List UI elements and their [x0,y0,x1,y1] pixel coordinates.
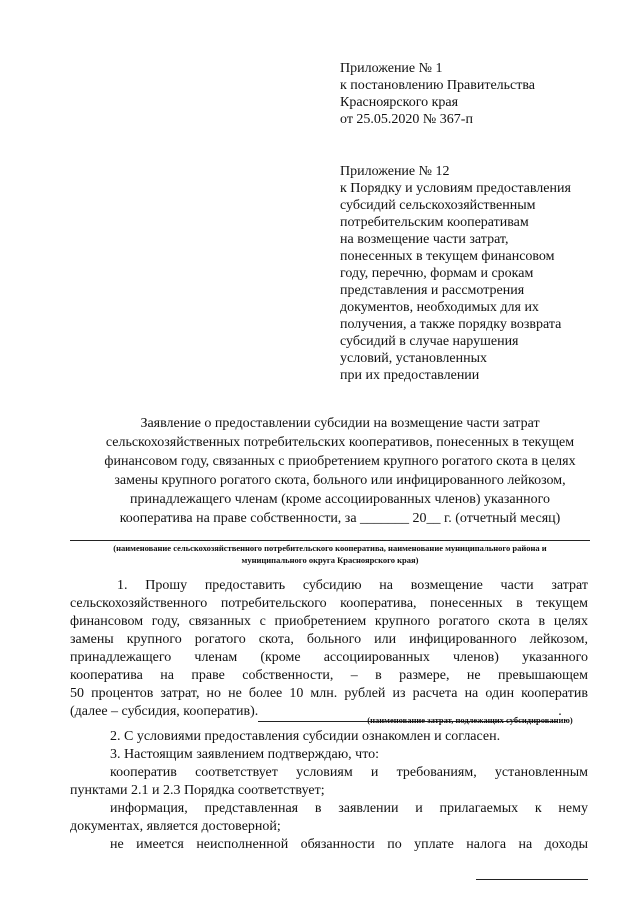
title-line: принадлежащего членам (кроме ассоциированных членов) указанного [130,492,550,507]
appendix-1-header [340,60,535,128]
paragraph-1 [70,577,588,722]
title-line: замены крупного рогатого скота, больного или инфицированного лейкозом, [114,473,566,488]
appendix-12-line: к Порядку и условиям предоставления [340,181,571,196]
appendix-1-line: к постановлению Правительства [340,78,536,93]
appendix-12-line: при их предоставлении [340,368,480,383]
appendix-1-line: Приложение № 1 [340,61,443,76]
title-line: Заявление о предоставлении субсидии на возмещение части затрат [140,416,540,431]
paragraph-1-end: . [558,704,562,719]
caption-line: муниципального округа Красноярского края) [241,555,419,565]
appendix-12-header [340,163,571,384]
appendix-12-line: субсидий в случае нарушения [340,334,519,349]
appendix-1-line: Красноярского края [340,95,459,110]
paragraph-3-item-1-line: кооператив соответствует условиям и требованиям, установленным [110,765,588,780]
paragraph-3-intro: 3. Настоящим заявлением подтверждаю, что: [110,747,380,762]
appendix-12-line: понесенных в текущем финансовом [340,249,555,264]
paragraph-1-line: финансовом году, связанных с приобретением крупного рогатого скота в целях [70,614,588,629]
appendix-12-line: представления и рассмотрения [340,283,525,298]
appendix-12-line: условий, установленных [340,351,488,366]
paragraphs-2-3 [70,728,588,854]
paragraph-1-line: 50 процентов затрат, но не более 10 млн. рублей из расчета на один кооператив [70,686,588,701]
paragraph-3-item-2-line: документах, является достоверной; [70,819,281,834]
paragraph-1-line: замены крупного рогатого скота, больного или инфицированного лейкозом, [70,632,588,647]
cooperative-name-caption [70,542,590,566]
footnote-rule [476,879,588,880]
paragraph-3-item-3-line: не имеется неисполненной обязанности по уплате налога на доходы [110,837,588,852]
costs-caption: (наименование затрат, подлежащих субсидированию) [367,715,573,725]
paragraph-1-last-text: (далее – субсидия, кооператив). [70,704,259,719]
title-line: сельскохозяйственных потребительских кооперативов, понесенных в текущем [105,435,575,450]
paragraph-3-item-2-line: информация, представленная в заявлении и прилагаемых к нему [110,801,588,816]
appendix-12-line: документов, необходимых для их [340,300,539,315]
appendix-12-line: Приложение № 12 [340,164,450,179]
appendix-12-line: на возмещение части затрат, [340,232,509,247]
paragraph-3-item-1-line: пунктами 2.1 и 2.3 Порядка соответствует; [70,783,325,798]
title-line: кооператива на праве собственности, за _______ 20__ г. (отчетный месяц) [119,511,561,526]
cooperative-name-rule [70,540,590,541]
appendix-12-line: потребительским кооперативам [340,215,529,230]
document-title [40,414,640,528]
paragraph-2: 2. С условиями предоставления субсидии ознакомлен и согласен. [110,729,501,744]
paragraph-1-line: сельскохозяйственного потребительского кооператива, понесенных в текущем [70,596,588,611]
appendix-12-line: субсидий сельскохозяйственным [340,198,536,213]
appendix-12-line: году, перечню, формам и срокам [340,266,534,281]
caption-line: (наименование сельскохозяйственного потребительского кооператива, наименование муниципального района и [113,543,547,553]
appendix-1-line: от 25.05.2020 № 367-п [340,112,473,127]
paragraph-1-line: кооператива на праве собственности, – в размере, не превышающем [70,668,588,683]
paragraph-1-line: 1. Прошу предоставить субсидию на возмещение части затрат [117,578,588,593]
paragraph-1-line: принадлежащего членам (кроме ассоциированных членов) указанного [70,650,588,665]
appendix-12-line: получения, а также порядку возврата [340,317,562,332]
title-line: финансовом году, связанных с приобретением крупного рогатого скота в целях [104,454,576,469]
